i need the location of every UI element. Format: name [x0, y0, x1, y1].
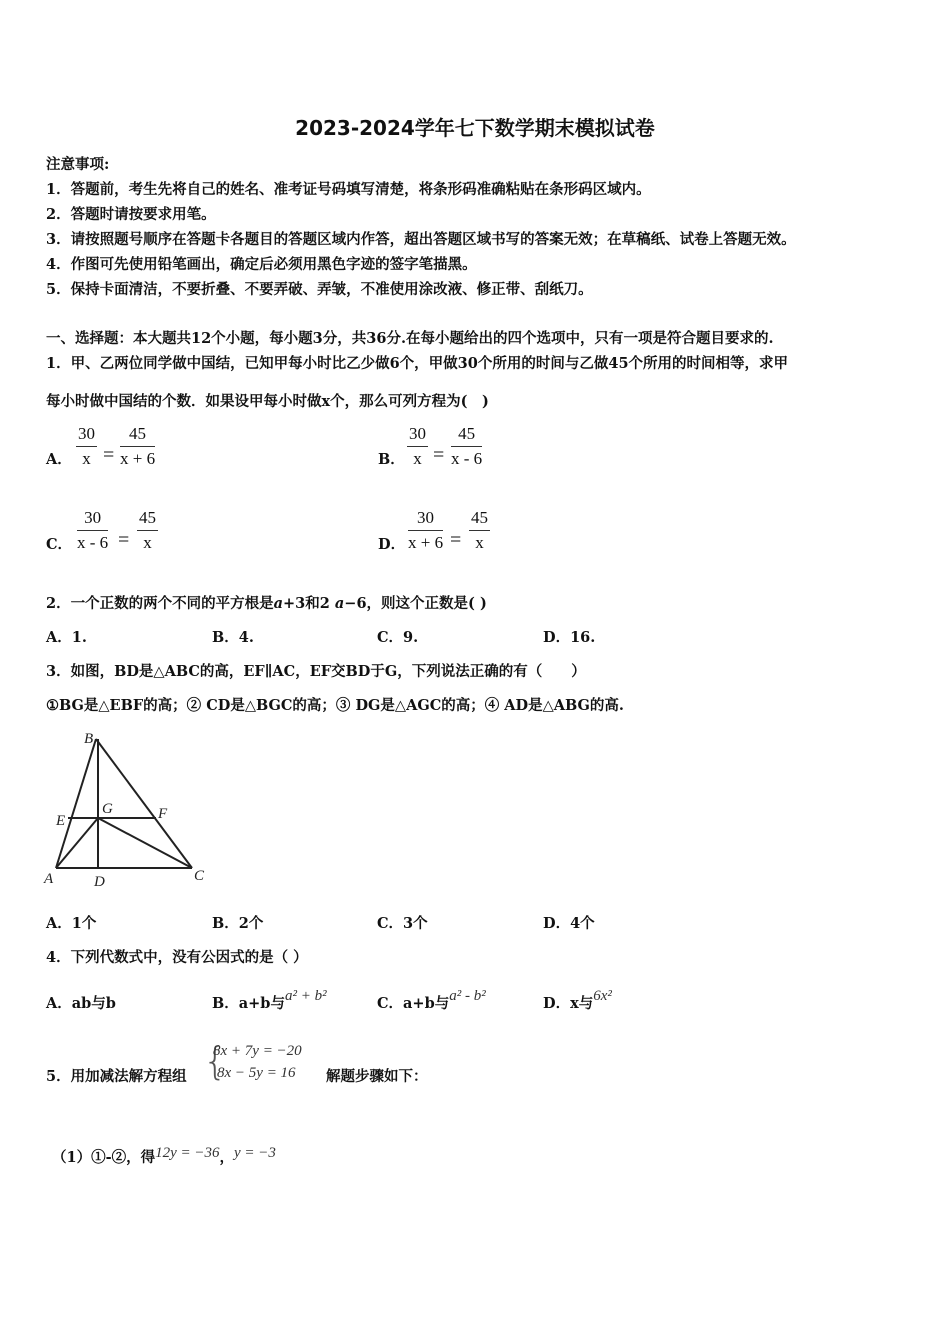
equals-sign: =: [433, 444, 445, 466]
numerator: 30: [408, 508, 443, 531]
section-heading: 一、选择题：本大题共12个小题，每小题3分，共36分.在每小题给出的四个选项中，只有一项是符合题目要求的.: [46, 330, 774, 347]
denominator: x - 6: [77, 533, 109, 552]
brace-icon: {: [203, 1039, 228, 1083]
q1-option-b-label: B．: [378, 451, 405, 468]
q4-option-a: A．ab与b: [46, 995, 116, 1012]
denominator: x: [82, 449, 91, 468]
q5-step1: [52, 1146, 276, 1167]
numerator: 30: [76, 424, 97, 447]
question-1-line1: 1．甲、乙两位同学做中国结，已知甲每小时比乙少做6个，甲做30个所用的时间与乙做45个所用的时间相等，求甲: [46, 355, 789, 372]
q1-option-c-fraction-left: [77, 508, 108, 553]
page-title: 2023-2024学年七下数学期末模拟试卷: [295, 116, 655, 140]
q1-option-d-fraction-right: [469, 508, 490, 553]
equals-sign: =: [118, 529, 130, 551]
label-f: F: [158, 806, 168, 822]
option-text: B．a+b与: [212, 995, 285, 1012]
numerator: 45: [120, 424, 155, 447]
q2-option-a: A．1.: [46, 629, 87, 646]
segment-ab: [56, 739, 96, 868]
option-math: a² - b²: [449, 988, 486, 1004]
q4-option-b: [212, 988, 327, 1013]
step-math: 12y = −36: [155, 1145, 220, 1161]
q4-option-d: [543, 988, 612, 1013]
question-3-stem: 3．如图，BD是△ABC的高，EF∥AC，EF交BD于G，下列说法正确的有（ ）: [46, 663, 586, 680]
stem-text: 2．一个正数的两个不同的平方根是: [46, 595, 274, 612]
q1-option-a-fraction-left: [76, 424, 97, 469]
q2-option-b: B．4.: [212, 629, 254, 646]
step-text: （1）①-②，得: [52, 1149, 156, 1166]
variable: a: [334, 595, 345, 612]
denominator: x + 6: [120, 449, 156, 468]
q3-option-c: C．3个: [377, 915, 428, 932]
denominator: x + 6: [408, 533, 444, 552]
label-e: E: [56, 813, 66, 829]
question-4-stem: 4．下列代数式中，没有公因式的是（ ）: [46, 949, 308, 966]
equation-1: 8x + 7y = −20: [213, 1043, 302, 1059]
q3-option-a: A．1个: [46, 915, 97, 932]
q2-option-d: D．16.: [543, 629, 596, 646]
label-g: G: [102, 801, 113, 817]
numerator: 45: [469, 508, 490, 531]
q3-option-d: D．4个: [543, 915, 595, 932]
question-5-stem-a: 5．用加减法解方程组: [46, 1068, 187, 1085]
stem-text: −6，则这个正数是( ): [344, 595, 487, 612]
label-c: C: [194, 868, 205, 884]
notice-item: 4．作图可先使用铅笔画出，确定后必须用黑色字迹的签字笔描黑。: [46, 256, 477, 273]
segment-gc: [98, 818, 192, 868]
q1-option-c-label: C．: [46, 536, 73, 553]
q3-option-b: B．2个: [212, 915, 264, 932]
q4-option-c: [377, 988, 486, 1013]
equals-sign: =: [103, 444, 115, 466]
notice-heading: 注意事项:: [46, 156, 110, 173]
q1-option-d-label: D．: [378, 536, 406, 553]
label-b: B: [84, 731, 94, 747]
denominator: x: [475, 533, 484, 552]
equation-2: 8x − 5y = 16: [217, 1065, 296, 1081]
q1-option-a-label: A．: [46, 451, 72, 468]
q1-option-b-fraction-left: [407, 424, 428, 469]
notice-item: 1．答题前，考生先将自己的姓名、准考证号码填写清楚，将条形码准确粘贴在条形码区域内。: [46, 181, 651, 198]
option-text: D．x与: [543, 995, 594, 1012]
denominator: x - 6: [451, 449, 483, 468]
option-text: C．a+b与: [377, 995, 450, 1012]
variable: a: [273, 595, 283, 612]
q1-option-d-fraction-left: [408, 508, 443, 553]
notice-item: 2．答题时请按要求用笔。: [46, 206, 216, 223]
notice-item: 3．请按照题号顺序在答题卡各题目的答题区域内作答，超出答题区域书写的答案无效；在草稿纸、试卷上答题无效。: [46, 231, 796, 248]
numerator: 45: [137, 508, 158, 531]
denominator: x: [143, 533, 152, 552]
question-3-statements: ①BG是△EBF的高；② CD是△BGC的高；③ DG是△AGC的高；④ AD是△ABG的高.: [46, 697, 624, 714]
question-1-line2: 每小时做中国结的个数．如果设甲每小时做x个，那么可列方程为( ): [46, 393, 489, 410]
notice-item: 5．保持卡面清洁，不要折叠、不要弄破、弄皱，不准使用涂改液、修正带、刮纸刀。: [46, 281, 593, 298]
label-d: D: [94, 874, 105, 890]
q1-option-b-fraction-right: [451, 424, 482, 469]
question-5-stem-b: 解题步骤如下：: [326, 1068, 428, 1085]
q1-option-a-fraction-right: [120, 424, 155, 469]
triangle-figure: [40, 725, 220, 895]
separator: ，: [219, 1149, 235, 1166]
option-math: 6x²: [593, 988, 612, 1004]
numerator: 45: [451, 424, 482, 447]
numerator: 30: [77, 508, 108, 531]
equals-sign: =: [450, 529, 462, 551]
option-math: a² + b²: [284, 988, 327, 1004]
numerator: 30: [407, 424, 428, 447]
question-2-stem: [46, 592, 487, 613]
label-a: A: [44, 871, 54, 887]
denominator: x: [413, 449, 422, 468]
step-math: y = −3: [234, 1145, 276, 1161]
q2-option-c: C．9.: [377, 629, 419, 646]
q1-option-c-fraction-right: [137, 508, 158, 553]
stem-text: +3和2: [283, 595, 330, 612]
